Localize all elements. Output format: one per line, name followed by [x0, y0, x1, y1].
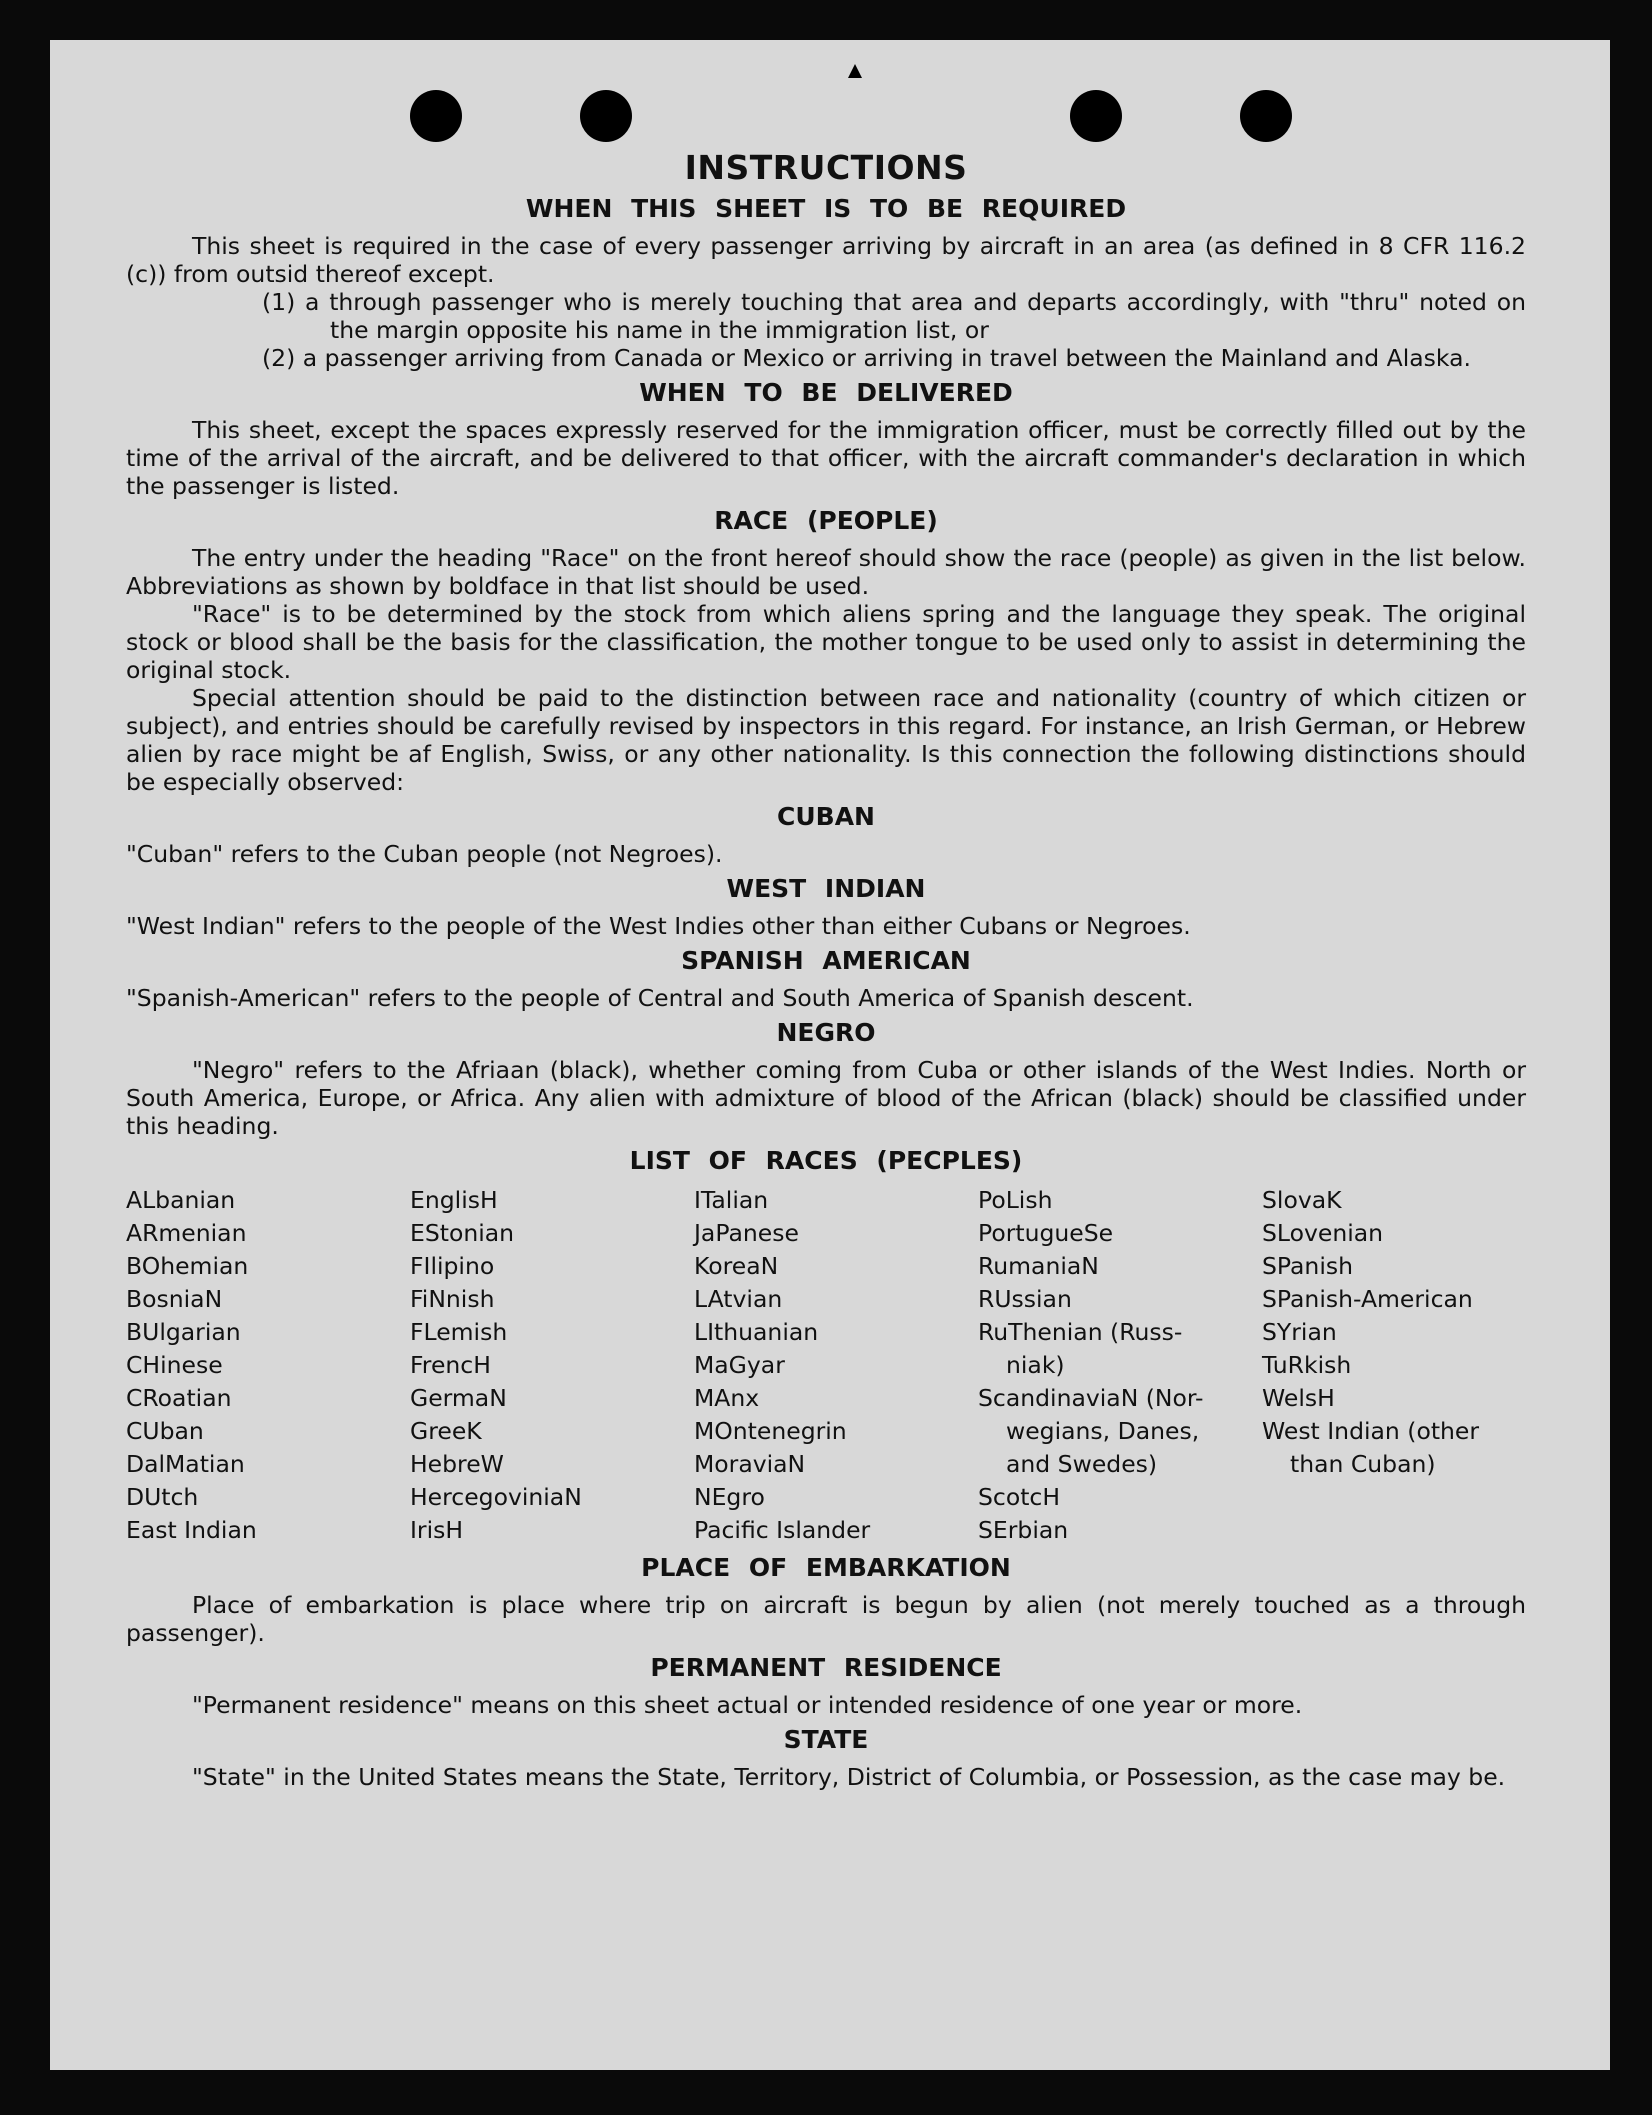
page-title: INSTRUCTIONS: [684, 148, 968, 187]
heading-west-indian: WEST INDIAN: [726, 874, 926, 903]
race-entry: BosniaN: [126, 1285, 223, 1313]
heading-delivered: WHEN TO BE DELIVERED: [639, 378, 1013, 407]
race-entry: FrencH: [410, 1351, 491, 1379]
race-entry: MaGyar: [694, 1351, 785, 1379]
negro-text: "Negro" refers to the Afriaan (black), whether coming from Cuba or other islands of the West Indies. North or South America, Europe, or Africa. Any alien with admixture of blood of the African (black) should be classified under this heading.: [126, 1056, 1526, 1140]
race-entry-continued: than Cuban): [1290, 1450, 1436, 1478]
race-paragraph-1: The entry under the heading "Race" on the front hereof should show the race (people) as given in the list below. Abbreviations as shown by boldface in that list should be used.: [126, 544, 1526, 600]
punch-hole: [1240, 90, 1292, 142]
race-entry: GermaN: [410, 1384, 507, 1412]
required-item-2: (2) a passenger arriving from Canada or Mexico or arriving in travel between the Mainland and Alaska.: [262, 344, 1471, 372]
race-entry: CRoatian: [126, 1384, 232, 1412]
races-column-2: [410, 1184, 694, 1547]
ink-mark: [848, 64, 862, 78]
cuban-text: "Cuban" refers to the Cuban people (not Negroes).: [126, 840, 723, 868]
race-entry-continued: wegians, Danes,: [1006, 1417, 1200, 1445]
race-paragraph-2: "Race" is to be determined by the stock from which aliens spring and the language they speak. The original stock or blood shall be the basis for the classification, the mother tongue to be used only to assist in determining the original stock.: [126, 600, 1526, 684]
race-entry: KoreaN: [694, 1252, 779, 1280]
race-entry: LAtvian: [694, 1285, 783, 1313]
race-entry: EnglisH: [410, 1186, 498, 1214]
residence-text: "Permanent residence" means on this sheet actual or intended residence of one year or more.: [192, 1691, 1303, 1719]
required-intro: This sheet is required in the case of every passenger arriving by aircraft in an area (as defined in 8 CFR 116.2 (c)) from outsid thereof except.: [126, 232, 1526, 288]
race-entry: JaPanese: [694, 1219, 799, 1247]
race-entry: MoraviaN: [694, 1450, 806, 1478]
race-entry: HebreW: [410, 1450, 504, 1478]
race-entry: PoLish: [978, 1186, 1053, 1214]
heading-permanent-residence: PERMANENT RESIDENCE: [650, 1653, 1002, 1682]
race-entry: WelsH: [1262, 1384, 1335, 1412]
race-entry: CHinese: [126, 1351, 223, 1379]
race-entry: Pacific Islander: [694, 1516, 871, 1544]
heading-race: RACE (PEOPLE): [714, 506, 938, 535]
embarkation-text: Place of embarkation is place where trip on aircraft is begun by alien (not merely touched as a through passenger).: [126, 1591, 1526, 1647]
races-column-3: [694, 1184, 978, 1547]
required-item-1: (1) a through passenger who is merely touching that area and departs accordingly, with "thru" noted on the margin opposite his name in the immigration list, or: [262, 288, 1526, 344]
race-entry: SLovenian: [1262, 1219, 1384, 1247]
race-entry: GreeK: [410, 1417, 482, 1445]
race-entry: FiNnish: [410, 1285, 495, 1313]
race-entry: ScandinaviaN (Nor-: [978, 1384, 1204, 1412]
race-entry: SErbian: [978, 1516, 1069, 1544]
race-entry: SlovaK: [1262, 1186, 1342, 1214]
race-entry: RUssian: [978, 1285, 1072, 1313]
race-entry: MOntenegrin: [694, 1417, 847, 1445]
race-entry: ALbanian: [126, 1186, 236, 1214]
heading-cuban: CUBAN: [777, 802, 875, 831]
race-entry: MAnx: [694, 1384, 760, 1412]
race-entry-continued: and Swedes): [1006, 1450, 1158, 1478]
race-entry: CUban: [126, 1417, 204, 1445]
instruction-sheet: [50, 40, 1610, 2070]
race-entry: ScotcH: [978, 1483, 1061, 1511]
races-column-1: [126, 1184, 410, 1547]
heading-required: WHEN THIS SHEET IS TO BE REQUIRED: [525, 194, 1127, 223]
races-column-4: [978, 1184, 1262, 1547]
document-body: [126, 148, 1526, 1791]
race-entry: East Indian: [126, 1516, 257, 1544]
race-entry: TuRkish: [1262, 1351, 1352, 1379]
heading-embarkation: PLACE OF EMBARKATION: [641, 1553, 1011, 1582]
race-entry: IrisH: [410, 1516, 464, 1544]
race-entry: PortugueSe: [978, 1219, 1114, 1247]
heading-negro: NEGRO: [776, 1018, 876, 1047]
race-entry: DUtch: [126, 1483, 199, 1511]
race-entry: RuThenian (Russ-: [978, 1318, 1183, 1346]
race-entry: HercegoviniaN: [410, 1483, 582, 1511]
delivered-text: This sheet, except the spaces expressly reserved for the immigration officer, must be correctly filled out by the time of the arrival of the aircraft, and be delivered to that officer, with the aircraft commander's declaration in which the passenger is listed.: [126, 416, 1526, 500]
race-entry: RumaniaN: [978, 1252, 1099, 1280]
race-entry: FLemish: [410, 1318, 508, 1346]
race-entry: SPanish-American: [1262, 1285, 1473, 1313]
race-paragraph-3: Special attention should be paid to the distinction between race and nationality (country of which citizen or subject), and entries should be carefully revised by inspectors in this regard. For instance, an Irish German, or Hebrew alien by race might be af English, Swiss, or any other nationality. Is this connection the following distinctions should be especially observed:: [126, 684, 1526, 796]
race-entry: ITalian: [694, 1186, 769, 1214]
race-entry: SYrian: [1262, 1318, 1337, 1346]
race-entry: BOhemian: [126, 1252, 249, 1280]
heading-state: STATE: [783, 1725, 869, 1754]
heading-list-of-races: LIST OF RACES (PECPLES): [629, 1146, 1023, 1175]
west-indian-text: "West Indian" refers to the people of the West Indies other than either Cubans or Negroes.: [126, 912, 1191, 940]
punch-hole: [1070, 90, 1122, 142]
race-entry: NEgro: [694, 1483, 765, 1511]
race-entry: BUlgarian: [126, 1318, 241, 1346]
race-entry: West Indian (other: [1262, 1417, 1480, 1445]
race-entry-continued: niak): [1006, 1351, 1065, 1379]
punch-hole: [580, 90, 632, 142]
races-list: [126, 1184, 1526, 1547]
race-entry: LIthuanian: [694, 1318, 819, 1346]
race-entry: ARmenian: [126, 1219, 247, 1247]
race-entry: SPanish: [1262, 1252, 1353, 1280]
race-entry: FIlipino: [410, 1252, 495, 1280]
race-entry: DalMatian: [126, 1450, 245, 1478]
spanish-american-text: "Spanish-American" refers to the people of Central and South America of Spanish descent.: [126, 984, 1194, 1012]
heading-spanish-american: SPANISH AMERICAN: [681, 946, 971, 975]
state-text: "State" in the United States means the State, Territory, District of Columbia, or Possession, as the case may be.: [192, 1763, 1506, 1791]
races-column-5: [1262, 1184, 1526, 1547]
race-entry: EStonian: [410, 1219, 515, 1247]
punch-hole: [410, 90, 462, 142]
